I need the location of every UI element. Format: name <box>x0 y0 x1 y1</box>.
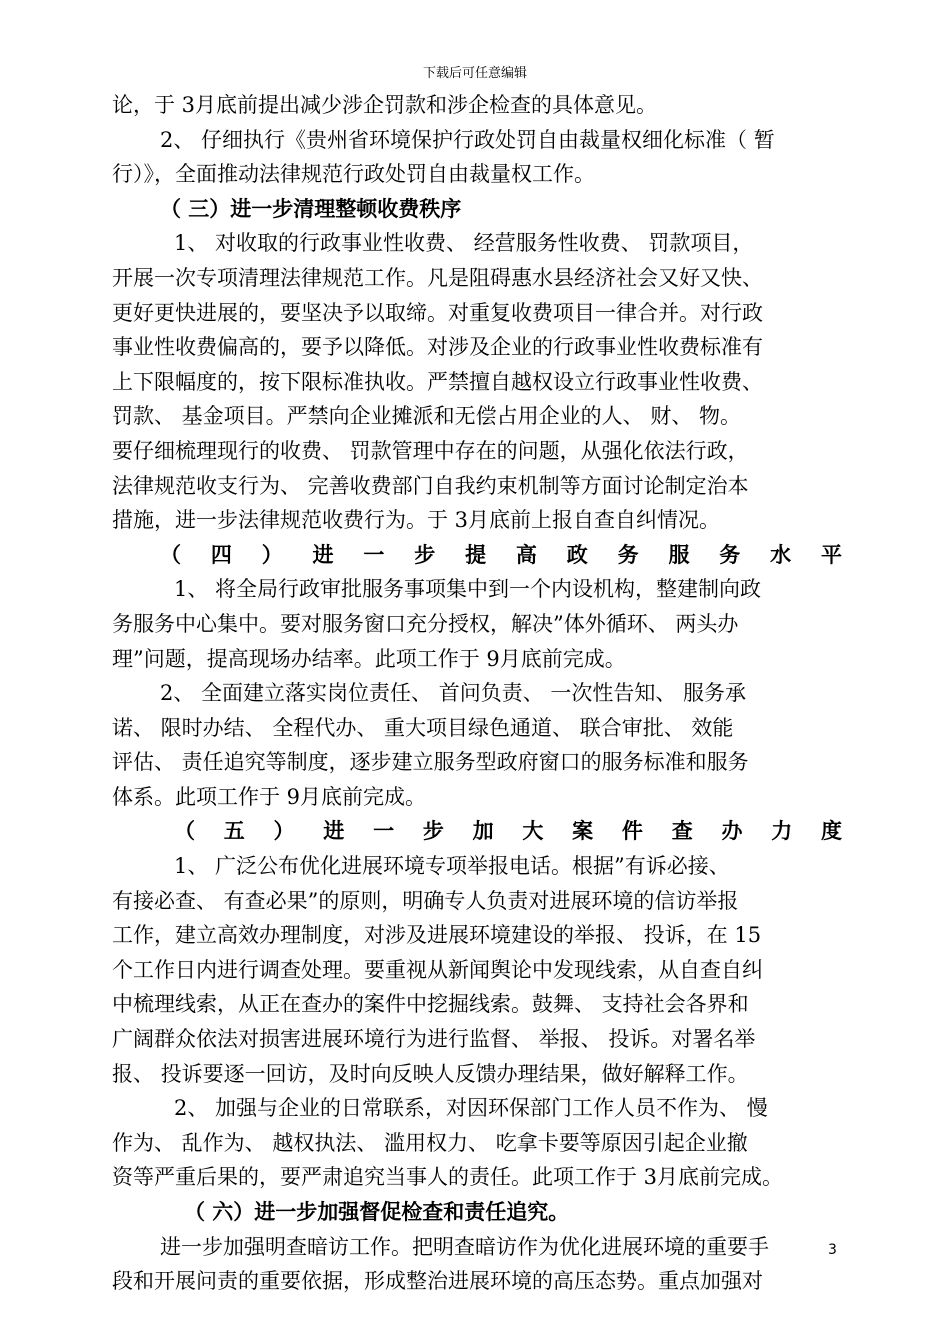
paragraph-line: 上下限幅度的，按下限标准执收。严禁擅自越权设立行政事业性收费、 <box>112 369 763 394</box>
paragraph-line: 报、 投诉要逐一回访，及时向反映人反馈办理结果，做好解释工作。 <box>112 1061 749 1086</box>
paragraph-line: 论，于 3月底前提出减少涉企罚款和涉企检查的具体意见。 <box>112 93 658 117</box>
page-header: 下载后可任意编辑 <box>422 66 527 81</box>
paragraph-line: 诺、 限时办结、 全程代办、 重大项目绿色通道、 联合审批、 效能 <box>112 715 734 740</box>
paragraph-line: 评估、 责任追究等制度，逐步建立服务型政府窗口的服务标准和服务 <box>112 750 749 775</box>
paragraph-line: 务服务中心集中。要对服务窗口充分授权，解决”体外循环、 两头办 <box>112 611 739 636</box>
document-body <box>112 88 842 1299</box>
paragraph-line: 更好更快进展的，要坚决予以取缔。对重复收费项目一律合并。对行政 <box>112 300 763 325</box>
paragraph-line: 2、 加强与企业的日常联系，对因环保部门工作人员不作为、 慢 <box>174 1096 768 1121</box>
section-heading: （ 六）进一步加强督促检查和责任追究。 <box>184 1199 570 1224</box>
paragraph-line: 2、 仔细执行《贵州省环境保护行政处罚自由裁量权细化标准（ 暂 <box>160 127 775 152</box>
section-heading: （ 四 ） 进 一 步 提 高 政 务 服 务 水 平 <box>160 541 842 567</box>
paragraph-line: 1、 对收取的行政事业性收费、 经营服务性收费、 罚款项目， <box>174 231 754 256</box>
paragraph-line: 工作，建立高效办理制度，对涉及进展环境建设的举报、 投诉，在 15 <box>112 923 762 948</box>
paragraph-line: 作为、 乱作为、 越权执法、 滥用权力、 吃拿卡要等原因引起企业撤 <box>112 1130 748 1155</box>
paragraph-line: 理”问题，提高现场办结率。此项工作于 9月底前完成。 <box>112 646 626 671</box>
paragraph-line: 段和开展问责的重要依据，形成整治进展环境的高压态势。重点加强对 <box>112 1269 763 1294</box>
paragraph-line: 开展一次专项清理法律规范工作。凡是阻碍惠水县经济社会又好又快、 <box>112 265 763 290</box>
page-number: 3 <box>828 1242 837 1258</box>
paragraph-line: 中梳理线索，从正在查办的案件中挖掘线索。鼓舞、 支持社会各界和 <box>112 992 749 1017</box>
paragraph-line: 资等严重后果的，要严肃追究当事人的责任。此项工作于 3月底前完成。 <box>112 1165 784 1190</box>
paragraph-line: 2、 全面建立落实岗位责任、 首问负责、 一次性告知、 服务承 <box>160 681 747 706</box>
paragraph-line: 要仔细梳理现行的收费、 罚款管理中存在的问题，从强化依法行政， <box>112 438 749 463</box>
paragraph-line: 1、 将全局行政审批服务事项集中到一个内设机构，整建制向政 <box>174 577 762 602</box>
paragraph-line: 广阔群众依法对损害进展环境行为进行监督、 举报、 投诉。对署名举 <box>112 1027 756 1052</box>
paragraph-line: 1、 广泛公布优化进展环境专项举报电话。根据”有诉必接、 <box>174 854 730 879</box>
paragraph-line: 进一步加强明查暗访工作。把明查暗访作为优化进展环境的重要手 <box>160 1234 769 1259</box>
paragraph-line: 个工作日内进行调查处理。要重视从新闻舆论中发现线索，从自查自纠 <box>112 957 763 982</box>
paragraph-line: 法律规范收支行为、 完善收费部门自我约束机制等方面讨论制定治本 <box>112 473 749 498</box>
section-heading: （ 五 ） 进 一 步 加 大 案 件 查 办 力 度 <box>174 818 842 844</box>
paragraph-line: 有接必查、 有查必果”的原则，明确专人负责对进展环境的信访举报 <box>112 888 739 913</box>
paragraph-line: 体系。此项工作于 9月底前完成。 <box>112 784 427 809</box>
paragraph-line: 措施，进一步法律规范收费行为。于 3月底前上报自查自纠情况。 <box>112 508 721 533</box>
paragraph-line: 事业性收费偏高的，要予以降低。对涉及企业的行政事业性收费标准有 <box>112 335 763 360</box>
section-heading: （ 三）进一步清理整顿收费秩序 <box>160 195 462 221</box>
paragraph-line: 行）》，全面推动法律规范行政处罚自由裁量权工作。 <box>112 162 595 187</box>
paragraph-line: 罚款、 基金项目。严禁向企业摊派和无偿占用企业的人、 财、 物。 <box>112 404 742 429</box>
